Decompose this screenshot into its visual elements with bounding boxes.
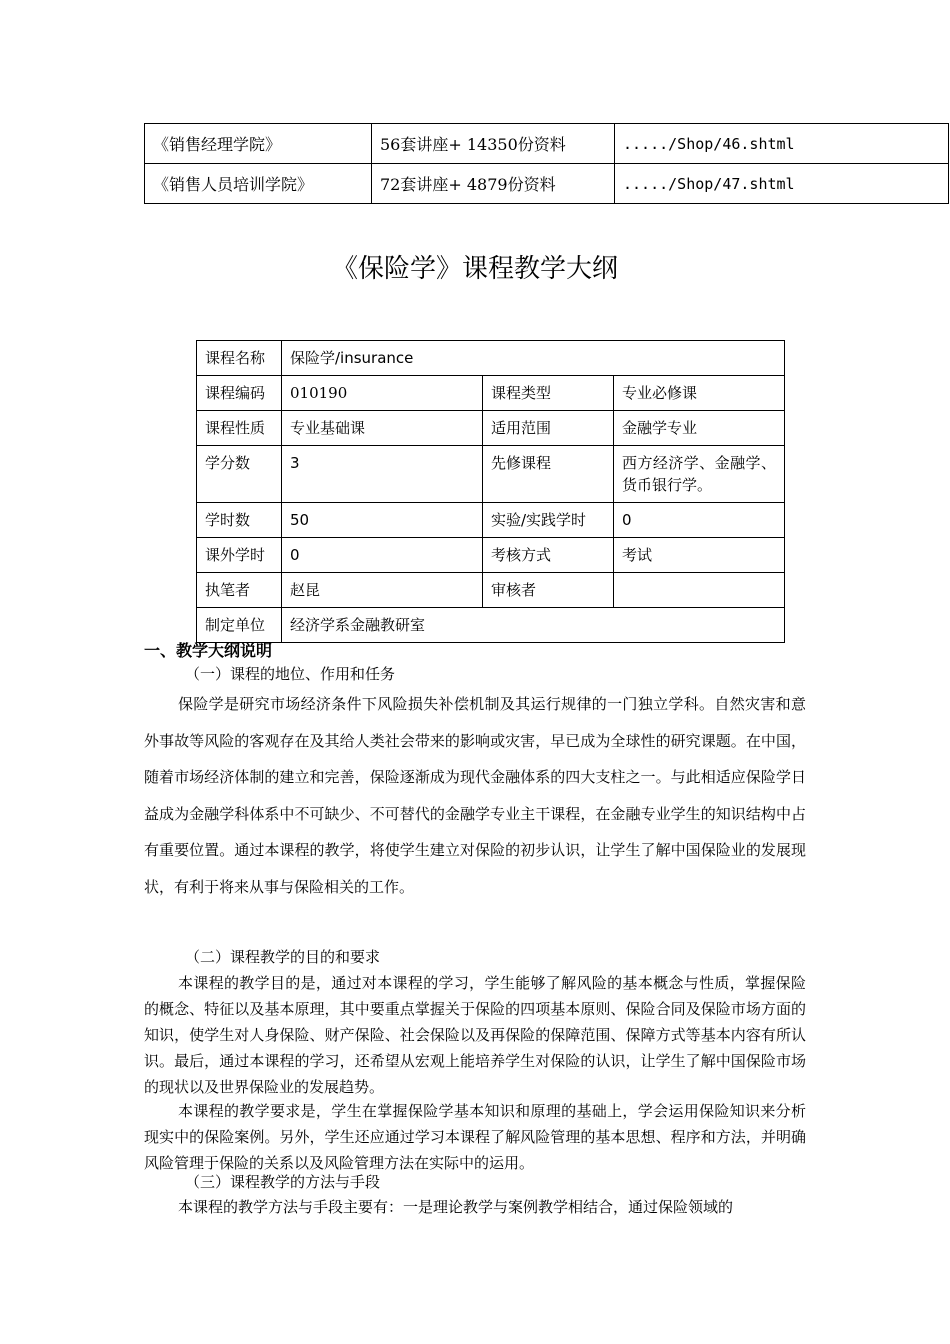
catalog-link[interactable]: ...../Shop/46.shtml <box>615 124 949 164</box>
subsection-heading: （三）课程教学的方法与手段 <box>185 1173 381 1191</box>
section-heading: 一、教学大纲说明 <box>144 641 273 660</box>
table-row <box>197 446 785 503</box>
extra-hours-label: 课外学时 <box>197 538 282 573</box>
course-info-table <box>196 340 785 643</box>
catalog-name: 《销售人员培训学院》 <box>145 164 372 204</box>
table-row <box>197 608 785 643</box>
catalog-count: 56套讲座+ 14350份资料 <box>372 124 615 164</box>
catalog-link[interactable]: ...../Shop/47.shtml <box>615 164 949 204</box>
unit-value: 经济学系金融教研室 <box>282 608 785 643</box>
reviewer-value <box>614 573 785 608</box>
paragraph: 本课程的教学目的是，通过对本课程的学习，学生能够了解风险的基本概念与性质，掌握保险的概念、特征以及基本原理，其中要重点掌握关于保险的四项基本原则、保险合同及保险市场方面的知识，使学生对人身保险、财产保险、社会保险以及再保险的保障范围、保障方式等基本内容有所认识。最后，通过本课程的学习，还希望从宏观上能培养学生对保险的认识，让学生了解中国保险市场的现状以及世界保险业的发展趋势。 <box>144 974 806 1096</box>
subsection-heading: （二）课程教学的目的和要求 <box>185 948 381 966</box>
hours-label: 学时数 <box>197 503 282 538</box>
hours-value: 50 <box>282 503 483 538</box>
table-row <box>197 376 785 411</box>
course-type-value: 专业必修课 <box>614 376 785 411</box>
prereq-value: 西方经济学、金融学、货币银行学。 <box>614 446 785 503</box>
course-name-value: 保险学/insurance <box>282 341 785 376</box>
course-nature-label: 课程性质 <box>197 411 282 446</box>
exam-label: 考核方式 <box>483 538 614 573</box>
lab-hours-label: 实验/实践学时 <box>483 503 614 538</box>
author-value: 赵昆 <box>282 573 483 608</box>
course-name-label: 课程名称 <box>197 341 282 376</box>
table-row <box>197 573 785 608</box>
paragraph: 本课程的教学要求是，学生在掌握保险学基本知识和原理的基础上，学会运用保险知识来分析现实中的保险案例。另外，学生还应通过学习本课程了解风险管理的基本思想、程序和方法，并明确风险管理于保险的关系以及风险管理方法在实际中的运用。 <box>144 1102 806 1172</box>
table-row <box>197 503 785 538</box>
reviewer-label: 审核者 <box>483 573 614 608</box>
scope-value: 金融学专业 <box>614 411 785 446</box>
paragraph: 本课程的教学方法与手段主要有：一是理论教学与案例教学相结合，通过保险领域的 <box>178 1198 734 1216</box>
course-type-label: 课程类型 <box>483 376 614 411</box>
course-nature-value: 专业基础课 <box>282 411 483 446</box>
table-row <box>145 164 949 204</box>
table-row <box>197 411 785 446</box>
table-row <box>197 341 785 376</box>
page-title: 《保险学》课程教学大纲 <box>331 254 618 284</box>
scope-label: 适用范围 <box>483 411 614 446</box>
unit-label: 制定单位 <box>197 608 282 643</box>
paragraph: 保险学是研究市场经济条件下风险损失补偿机制及其运行规律的一门独立学科。自然灾害和意外事故等风险的客观存在及其给人类社会带来的影响或灾害，早已成为全球性的研究课题。在中国，随着市场经济体制的建立和完善，保险逐渐成为现代金融体系的四大支柱之一。与此相适应保险学日益成为金融学科体系中不可缺少、不可替代的金融学专业主干课程，在金融专业学生的知识结构中占有重要位置。通过本课程的教学，将使学生建立对保险的初步认识，让学生了解中国保险业的发展现状，有利于将来从事与保险相关的工作。 <box>144 695 806 896</box>
course-code-value: 010190 <box>282 376 483 411</box>
table-row <box>145 124 949 164</box>
course-code-label: 课程编码 <box>197 376 282 411</box>
catalog-name: 《销售经理学院》 <box>145 124 372 164</box>
credits-label: 学分数 <box>197 446 282 503</box>
lab-hours-value: 0 <box>614 503 785 538</box>
catalog-table <box>144 123 949 204</box>
extra-hours-value: 0 <box>282 538 483 573</box>
subsection-heading: （一）课程的地位、作用和任务 <box>185 665 396 683</box>
prereq-label: 先修课程 <box>483 446 614 503</box>
author-label: 执笔者 <box>197 573 282 608</box>
table-row <box>197 538 785 573</box>
credits-value: 3 <box>282 446 483 503</box>
exam-value: 考试 <box>614 538 785 573</box>
catalog-count: 72套讲座+ 4879份资料 <box>372 164 615 204</box>
